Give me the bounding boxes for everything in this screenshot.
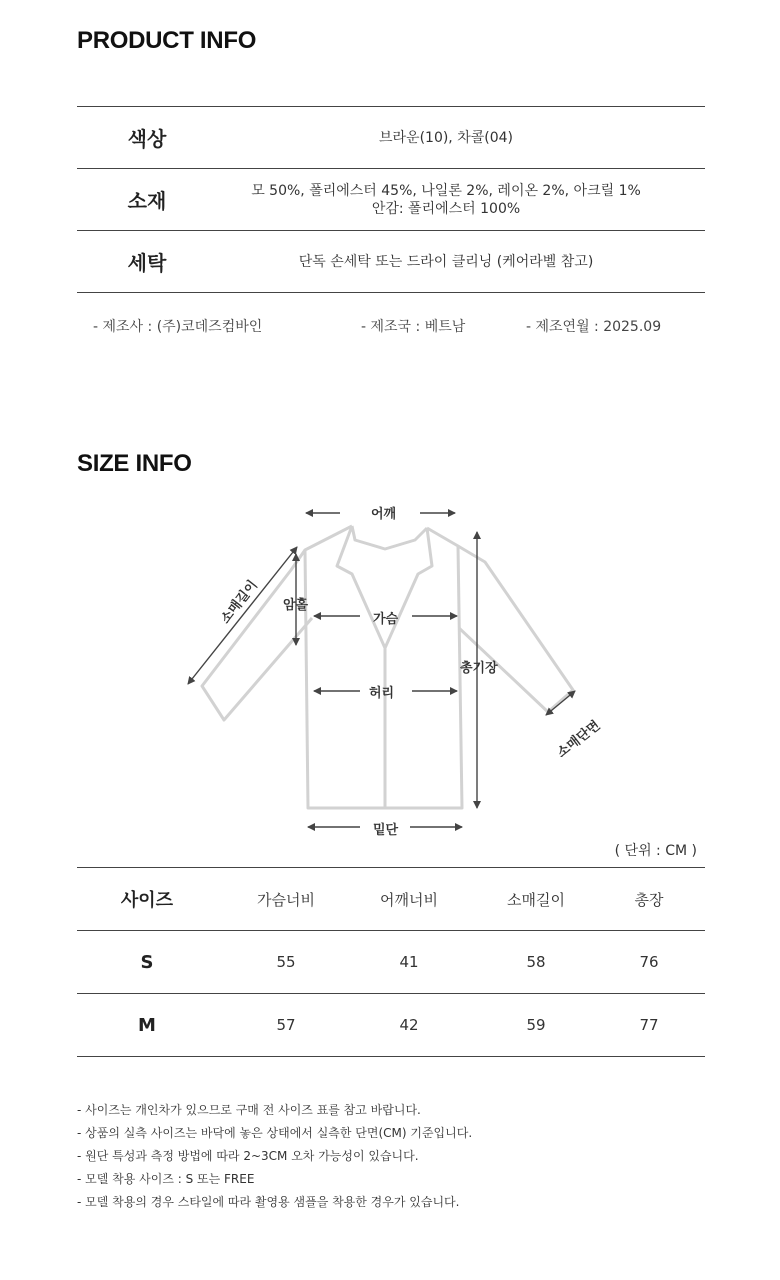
table-row	[77, 931, 705, 994]
length-cell: 76	[639, 953, 659, 971]
info-label: 소재	[127, 189, 167, 213]
chest-cell: 57	[276, 1016, 296, 1034]
info-row-washing	[77, 231, 705, 293]
coat-illustration	[0, 490, 780, 845]
chest-cell: 55	[276, 953, 296, 971]
product-info-title: PRODUCT INFO	[77, 27, 257, 54]
sleeve-length-label: 소매길이	[218, 577, 261, 627]
table-row	[77, 994, 705, 1057]
color-value: 브라운(10), 차콜(04)	[379, 129, 513, 146]
info-label: 색상	[127, 127, 167, 151]
note-item: - 사이즈는 개인차가 있으므로 구매 전 사이즈 표를 참고 바랍니다.	[77, 1103, 421, 1117]
header-chest: 가슴너비	[257, 890, 315, 909]
info-row-material	[77, 169, 705, 231]
header-sleeve: 소매길이	[507, 890, 565, 909]
shoulder-label: 어깨	[371, 507, 397, 522]
armhole-label: 암홀	[283, 598, 309, 613]
manufacturer-text: - 제조사 : (주)코데즈컴바인	[93, 319, 263, 335]
sleeve-cell: 58	[526, 953, 546, 971]
size-cell: M	[138, 1014, 156, 1036]
note-item: - 모델 착용 사이즈 : S 또는 FREE	[77, 1172, 255, 1186]
date-text: - 제조연월 : 2025.09	[526, 319, 662, 335]
size-info-title: SIZE INFO	[77, 450, 192, 477]
washing-value: 단독 손세탁 또는 드라이 클리닝 (케어라벨 참고)	[298, 253, 594, 270]
info-label: 세탁	[127, 251, 167, 275]
header-length: 총장	[634, 890, 664, 909]
length-cell: 77	[639, 1016, 659, 1034]
info-value	[217, 253, 705, 271]
info-row-color	[77, 107, 705, 169]
shoulder-cell: 42	[399, 1016, 419, 1034]
hem-label: 밑단	[373, 823, 399, 838]
size-notes	[77, 1099, 472, 1214]
note-item: - 원단 특성과 측정 방법에 따라 2~3CM 오차 가능성이 있습니다.	[77, 1149, 419, 1163]
header-shoulder: 어깨너비	[380, 890, 438, 909]
product-info-table	[77, 106, 705, 293]
total-length-label: 총기장	[460, 661, 498, 676]
sleeve-cell: 59	[526, 1016, 546, 1034]
chest-label: 가슴	[373, 612, 399, 627]
size-cell: S	[140, 951, 154, 973]
note-item: - 상품의 실측 사이즈는 바닥에 놓은 상태에서 실측한 단면(CM) 기준입니다.	[77, 1126, 473, 1140]
table-header-row	[77, 868, 705, 931]
waist-label: 허리	[369, 686, 395, 701]
country-text: - 제조국 : 베트남	[361, 319, 466, 335]
header-size: 사이즈	[120, 890, 174, 911]
material-value: 모 50%, 폴리에스터 45%, 나일론 2%, 레이온 2%, 아크릴 1%	[251, 182, 641, 199]
size-diagram	[0, 490, 780, 845]
info-value	[217, 129, 705, 147]
shoulder-cell: 41	[399, 953, 419, 971]
cuff-label: 소매단면	[554, 718, 604, 761]
lining-value: 안감: 폴리에스터 100%	[371, 200, 521, 217]
size-table	[77, 867, 705, 1057]
info-value	[217, 182, 705, 218]
unit-note: ( 단위 : CM )	[614, 843, 697, 859]
note-item: - 모델 착용의 경우 스타일에 따라 촬영용 샘플을 착용한 경우가 있습니다.	[77, 1195, 460, 1209]
